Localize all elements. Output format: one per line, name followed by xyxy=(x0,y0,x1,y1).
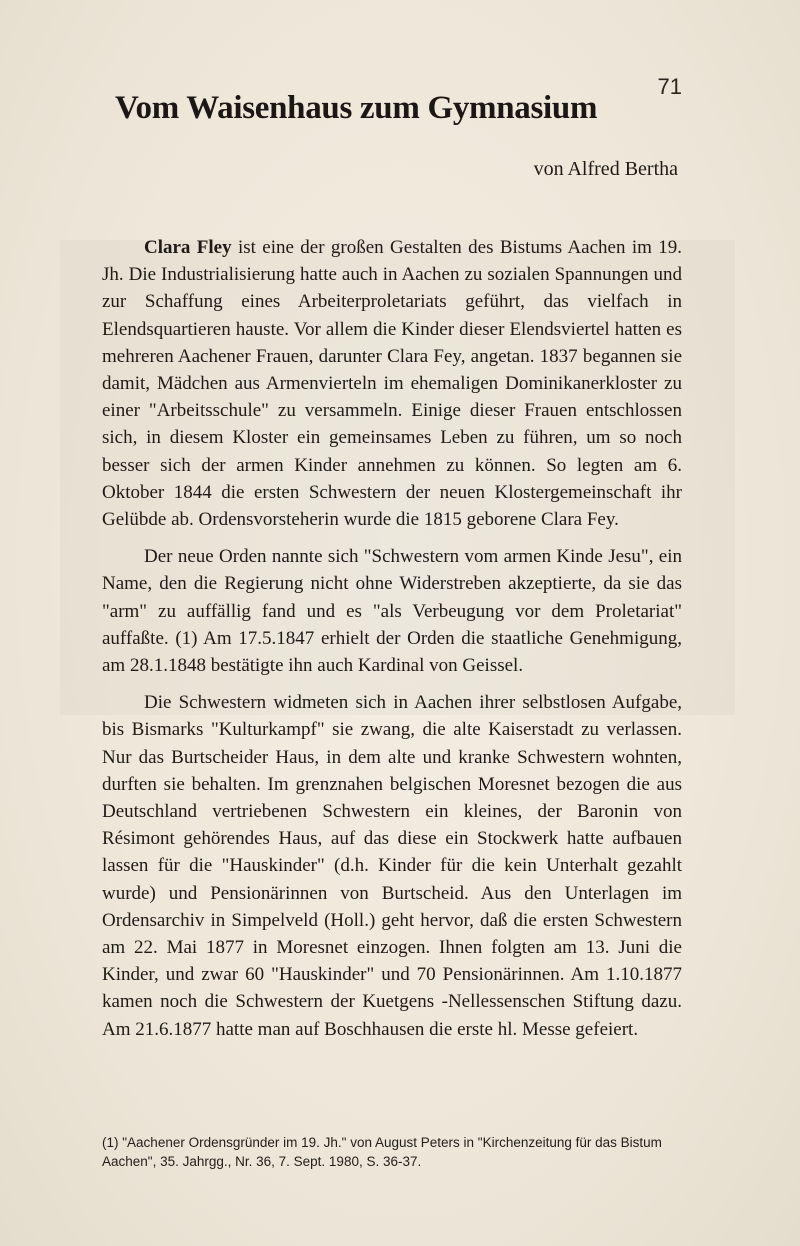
paragraph-text: Die Schwestern widmeten sich in Aachen ihrer selbstlosen Aufgabe, bis Bismarks "Kulturkampf" sie zwang, die alte Kaiserstadt zu verlassen. Nur das Burtscheider Haus, in dem alte und kranke Schwestern wohnten, durften sie behalten. Im grenznahen belgischen Moresnet bezogen die aus Deutschland vertriebenen Schwestern ein kleines, der Baronin von Résimont gehörendes Haus, auf das diese ein Stockwerk hatte aufbauen lassen für die "Hauskinder" (d.h. Kinder für die kein Unterhalt gezahlt wurde) und Pensionärinnen von Burtscheid. Aus den Unterlagen im Ordensarchiv in Simpelveld (Holl.) geht hervor, daß die ersten Schwestern am 22. Mai 1877 in Moresnet einzogen. Ihnen folgten am 13. Juni die Kinder, und zwar 60 "Hauskinder" und 70 Pensionärinnen. Am 1.10.1877 kamen noch die Schwestern der Kuetgens -Nellessenschen Stiftung dazu. Am 21.6.1877 hatte man auf Boschhausen die erste hl. Messe gefeiert. xyxy=(102,692,682,1040)
article-body xyxy=(102,234,682,1053)
paragraph-3 xyxy=(102,689,682,1043)
paragraph-text: Der neue Orden nannte sich "Schwestern vom armen Kinde Jesu", ein Name, den die Regierung nicht ohne Widerstreben akzeptierte, da sie das "arm" zu auffällig fand und es "als Verbeugung vor dem Proletariat" auffaßte. (1) Am 17.5.1847 erhielt der Orden die staatliche Genehmigung, am 28.1.1848 bestätigte ihn auch Kardinal von Geissel. xyxy=(102,546,682,677)
article-title: Vom Waisenhaus zum Gymnasium xyxy=(115,90,598,126)
paragraph-text: ist eine der großen Gestalten des Bistums Aachen im 19. Jh. Die Industrialisierung hatte auch in Aachen zu sozialen Spannungen und zur Schaffung eines Arbeiterproletariats geführt, das vielfach in Elendsquartieren hauste. Vor allem die Kinder dieser Elendsviertel hatten es mehreren Aachener Frauen, darunter Clara Fey, angetan. 1837 begannen sie damit, Mädchen aus Armenvierteln im ehemaligen Dominikanerkloster zu einer "Arbeitsschule" zu versammeln. Einige dieser Frauen entschlossen sich, in diesem Kloster ein gemeinsames Leben zu führen, um so noch besser sich der armen Kinder annehmen zu können. So legten am 6. Oktober 1844 die ersten Schwestern der neuen Klostergemeinschaft ihr Gelübde ab. Ordensvorsteherin wurde die 1815 geborene Clara Fey. xyxy=(102,237,682,531)
paragraph-1 xyxy=(102,234,682,533)
footnote: (1) "Aachener Ordensgründer im 19. Jh." von August Peters in "Kirchenzeitung für das Bistum Aachen", 35. Jahrgg., Nr. 36, 7. Sept. 1980, S. 36-37. xyxy=(102,1135,662,1169)
paragraph-2 xyxy=(102,543,682,679)
paragraph-lead-name: Clara Fley xyxy=(144,237,232,258)
article-author: von Alfred Bertha xyxy=(533,158,678,180)
page-number: 71 xyxy=(657,74,682,99)
